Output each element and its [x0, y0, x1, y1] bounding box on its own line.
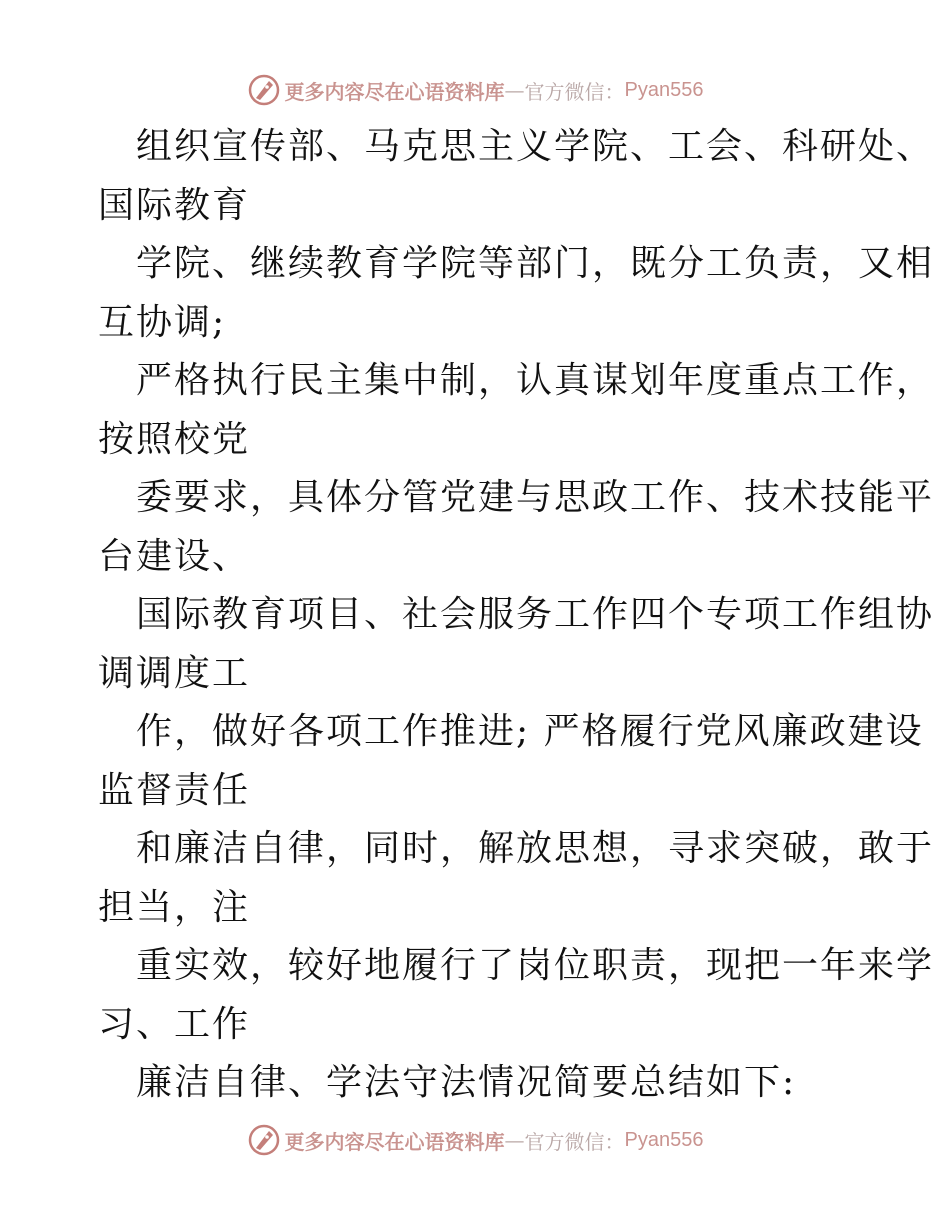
text-line: 调调度工 — [98, 652, 251, 694]
watermark-handle: Pyan556 — [624, 78, 704, 101]
text-line: 习、工作 — [98, 1003, 251, 1045]
watermark-wechat-label: 官方微信： — [524, 79, 625, 104]
pen-nib-logo-icon — [247, 1123, 281, 1157]
watermark-wechat-label: 官方微信： — [524, 1129, 625, 1154]
text-line: 严格执行民主集中制，认真谋划年度重点工作， — [136, 360, 935, 401]
pen-nib-logo-icon — [247, 73, 281, 107]
text-line: 互协调; — [98, 301, 227, 343]
watermark-dash: — — [504, 1128, 525, 1152]
text-line: 廉洁自律、学法守法情况简要总结如下: — [136, 1062, 797, 1103]
watermark-main-text: 更多内容尽在心语资料库 — [284, 1129, 505, 1154]
text-line: 监督责任 — [98, 769, 251, 811]
document-body — [98, 118, 935, 1113]
text-line: 重实效，较好地履行了岗位职责，现把一年来学 — [136, 945, 935, 986]
watermark-banner-bottom — [0, 1120, 950, 1160]
text-line: 委要求，具体分管党建与思政工作、技术技能平 — [136, 477, 935, 518]
text-line: 学院、继续教育学院等部门，既分工负责，又相 — [136, 243, 935, 284]
watermark-dash: — — [504, 78, 525, 102]
text-line: 按照校党 — [98, 418, 251, 460]
text-line: 国际教育 — [98, 184, 251, 226]
watermark-handle: Pyan556 — [624, 1128, 704, 1151]
text-line: 和廉洁自律，同时，解放思想，寻求突破，敢于 — [136, 828, 935, 869]
text-line: 国际教育项目、社会服务工作四个专项工作组协 — [136, 594, 935, 635]
watermark-main-text: 更多内容尽在心语资料库 — [284, 79, 505, 104]
text-line: 台建设、 — [98, 535, 251, 577]
text-line: 担当，注 — [98, 886, 251, 928]
watermark-banner-top — [0, 70, 950, 110]
text-line: 组织宣传部、马克思主义学院、工会、科研处、 — [136, 126, 935, 167]
text-line: 作，做好各项工作推进; 严格履行党风廉政建设 — [136, 711, 924, 752]
